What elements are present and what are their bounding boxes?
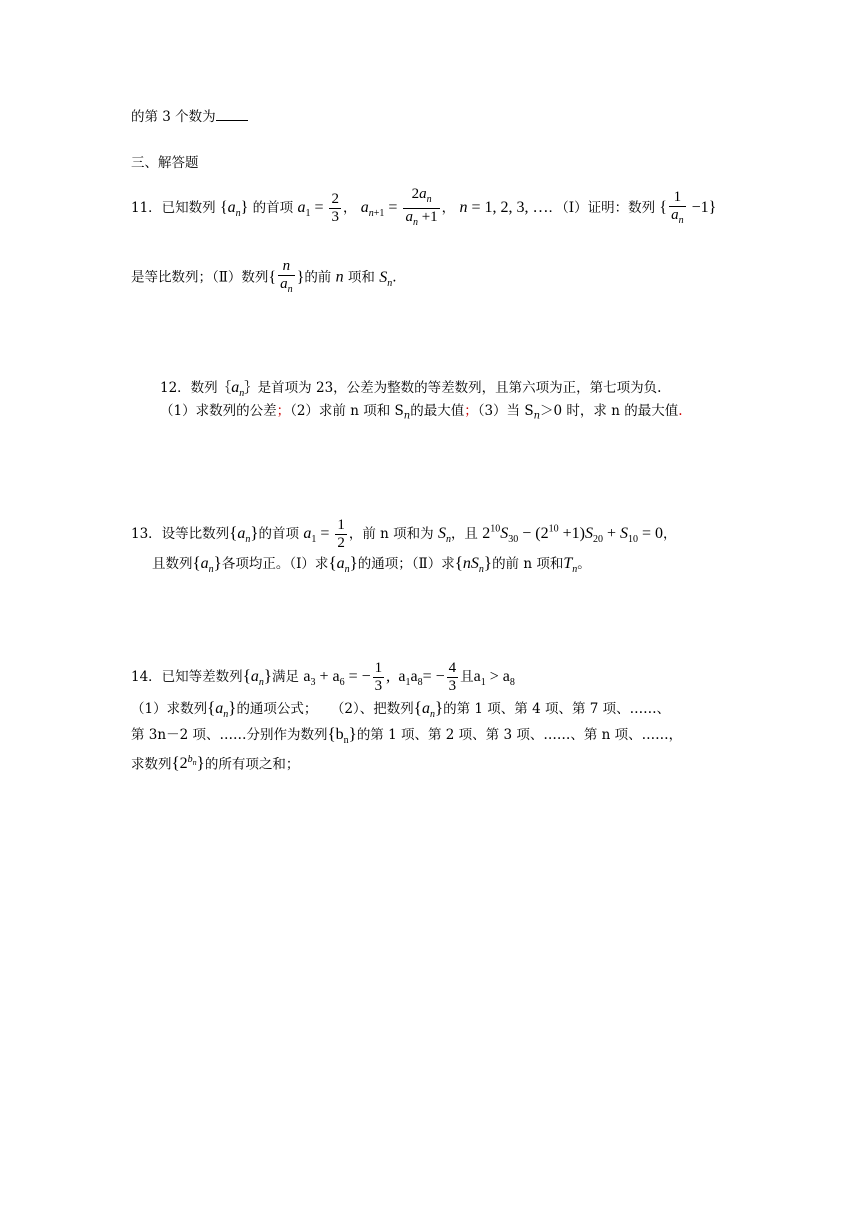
q14-line-4 [131, 750, 299, 774]
q11-end: . [392, 269, 397, 286]
q11-n: n [335, 268, 344, 286]
q13-first-term: $a_1$ = $\frac{1}{2}$ [303, 517, 345, 551]
q14-text-8: 求数列 [131, 756, 172, 773]
q12-part-2: （2）求前 n 项和 S [290, 403, 404, 419]
q12-part-3b: ＞0 时，求 n 的最大值 [540, 403, 679, 419]
q13-text-7: 的通项；（Ⅱ）求 [357, 556, 455, 572]
q11-seq-3: { $\frac{n}{a_n}$ } [268, 269, 304, 286]
q14-text-7: 的第 1 项、第 2 项、第 3 项、……、第 n 项、……， [356, 727, 683, 743]
q14-cond-2: $a_1a_8=$ − $\frac{4}{3}$ [394, 660, 457, 694]
q13-text-5: 且数列 [152, 556, 193, 572]
q11-text-7: 项和 [347, 269, 375, 286]
q12-seq: $a_n$ [231, 379, 245, 400]
q14-text-4: 的通项公式； （2）、把数列 [236, 701, 414, 717]
section-title: 三、解答题 [131, 155, 199, 171]
q14-text-2: 且 [460, 669, 474, 686]
q11-line-2 [131, 258, 397, 298]
answer-blank [216, 106, 248, 121]
q13-text-2: ，前 n 项和为 [348, 526, 434, 543]
q13-text-8: 的前 n 项和 [492, 556, 564, 572]
q13-text-6: 各项均正。（Ⅰ）求 [221, 556, 329, 572]
q13-label: 13．设等比数列 [131, 526, 230, 543]
q12-part-1: （1）求数列的公差 [160, 403, 277, 419]
q13-seq-3: $\{a_n\}$ [328, 553, 358, 576]
q12-text-1: ｝是首项为 23，公差为整数的等差数列，且第六项为正，第七项为负. [244, 380, 662, 396]
q14-seq-b: $\{b_n\}$ [327, 724, 357, 747]
q11-line-1 [131, 186, 716, 231]
q14-text-5: 的第 1 项、第 4 项、第 7 项、……、 [443, 701, 671, 717]
q12-label: 12．数列｛ [160, 380, 232, 396]
q14-text-3: （1）求数列 [131, 701, 208, 717]
q11-index: n = 1, 2, 3, … [459, 199, 549, 217]
q11-label: 11．已知数列 [131, 200, 216, 217]
q12-line-2 [160, 401, 683, 427]
q11-comma-1: ， [342, 200, 357, 217]
q14-seq-pow: $\{2^{b_n}\}$ [171, 753, 205, 773]
q14-line-3 [131, 724, 682, 751]
q14-text-1: 满足 [272, 669, 300, 686]
q14-cond-1: $a_3 + a_6$ = − $\frac{1}{3}$ , [303, 660, 391, 694]
q12-part-2b: 的最大值 [410, 403, 465, 419]
q14-seq: $\{a_n\}$ [242, 666, 273, 689]
q14-seq-3: $\{a_n\}$ [413, 698, 444, 721]
q11-text-6: 的前 [304, 269, 332, 286]
q10-tail-line [131, 106, 248, 127]
q10-tail-text: 的第 3 个数为 [131, 109, 216, 125]
q13-sn: $S_n$ [437, 525, 451, 546]
q14-text-6: 第 3n－2 项、……分别作为数列 [131, 727, 328, 743]
q12-sep-1: ； [276, 403, 291, 419]
q13-line-2 [152, 553, 591, 580]
q14-label: 14．已知等差数列 [131, 669, 243, 686]
q11-seq: $\{a_n\}$ [219, 199, 249, 220]
q11-text-5: 是等比数列；（Ⅱ）数列 [131, 269, 269, 286]
q11-seq-2: { $\frac{1}{a_n}$ −1} [659, 199, 716, 216]
q12-sub-n: n [403, 410, 411, 422]
q14-seq-2: $\{a_n\}$ [207, 698, 237, 721]
q13-equation: $2^{10}S_{30} - (2^{10} +1)S_{20} + S_{10} = 0$ [482, 523, 664, 546]
q13-text-3: ，且 [450, 526, 478, 543]
q13-text-4: ， [663, 526, 677, 543]
q13-text-1: 的首项 [258, 526, 300, 543]
q14-cond-3: $a_1 > a_8$ [473, 668, 515, 689]
q14-text-9: 的所有项之和； [204, 756, 300, 773]
q13-seq-2: $\{a_n\}$ [192, 553, 222, 576]
q13-seq: $\{a_n\}$ [229, 523, 259, 546]
q12-part-3: （3）当 S [477, 403, 534, 419]
q11-text-4: ．（Ⅰ）证明：数列 [548, 200, 656, 217]
q11-sn: $S_n$ [379, 268, 393, 289]
q14-line-2 [131, 698, 670, 725]
q11-comma-2: ， [441, 200, 456, 217]
q13-tn: $T_n$ [563, 555, 578, 576]
q12-dot: . [678, 403, 683, 419]
q11-text-1: 的首项 [252, 200, 294, 217]
q13-end: 。 [577, 556, 591, 572]
q13-line-1 [131, 517, 677, 552]
q11-recurrence: $a_{n+1}$ = $\frac{2a_n}{a_n +1}$ [361, 199, 442, 216]
q13-seq-4: $\{nS_n\}$ [454, 553, 493, 576]
q14-line-1 [131, 660, 515, 695]
q12-sub-n-2: n [533, 410, 541, 422]
q11-first-term: $a_1$ = $\frac{2}{3}$ [297, 191, 339, 225]
q12-sep-2: ； [464, 403, 478, 419]
